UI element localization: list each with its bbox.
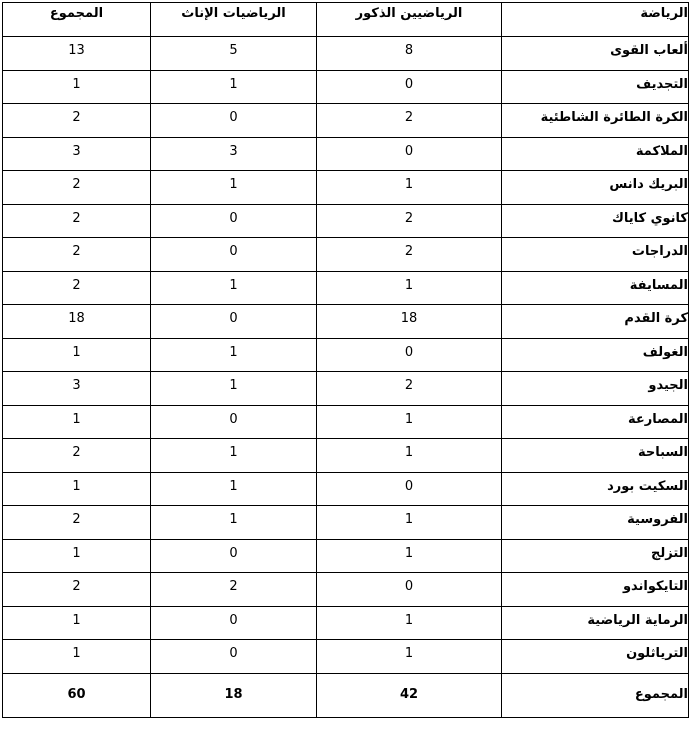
totals-label-cell: المجموع	[502, 673, 689, 717]
table-row	[3, 338, 689, 372]
male-count-cell: 0	[317, 338, 502, 372]
total-count-cell: 1	[3, 472, 151, 506]
female-count-cell: 0	[151, 640, 317, 674]
male-count-cell: 1	[317, 640, 502, 674]
table-row	[3, 305, 689, 339]
total-count-cell: 2	[3, 104, 151, 138]
sport-name-cell: الجيدو	[502, 372, 689, 406]
total-count-cell: 1	[3, 70, 151, 104]
male-count-cell: 0	[317, 573, 502, 607]
sport-name-cell: الغولف	[502, 338, 689, 372]
header-total: المجموع	[3, 3, 151, 37]
table-row	[3, 271, 689, 305]
male-count-cell: 2	[317, 104, 502, 138]
sport-name-cell: المسايفة	[502, 271, 689, 305]
female-count-cell: 0	[151, 405, 317, 439]
male-count-cell: 0	[317, 137, 502, 171]
sport-name-cell: كرة القدم	[502, 305, 689, 339]
table-row	[3, 70, 689, 104]
male-count-cell: 1	[317, 606, 502, 640]
total-count-cell: 2	[3, 238, 151, 272]
table-row	[3, 372, 689, 406]
total-count-cell: 2	[3, 506, 151, 540]
total-count-cell: 1	[3, 338, 151, 372]
total-count-cell: 1	[3, 640, 151, 674]
sport-name-cell: الدراجات	[502, 238, 689, 272]
male-count-cell: 1	[317, 405, 502, 439]
header-sport: الرياضة	[502, 3, 689, 37]
female-count-cell: 1	[151, 372, 317, 406]
sports-table	[2, 2, 689, 718]
sport-name-cell: الترياثلون	[502, 640, 689, 674]
table-row	[3, 539, 689, 573]
sport-name-cell: الكرة الطائرة الشاطئية	[502, 104, 689, 138]
sport-name-cell: كانوي كاياك	[502, 204, 689, 238]
table-row	[3, 204, 689, 238]
total-count-cell: 1	[3, 539, 151, 573]
total-count-cell: 2	[3, 204, 151, 238]
male-count-cell: 1	[317, 539, 502, 573]
male-count-cell: 18	[317, 305, 502, 339]
sport-name-cell: التزلج	[502, 539, 689, 573]
male-count-cell: 2	[317, 238, 502, 272]
total-count-cell: 1	[3, 405, 151, 439]
male-count-cell: 2	[317, 372, 502, 406]
female-count-cell: 1	[151, 171, 317, 205]
female-count-cell: 1	[151, 506, 317, 540]
total-count-cell: 2	[3, 271, 151, 305]
male-count-cell: 1	[317, 439, 502, 473]
female-count-cell: 1	[151, 70, 317, 104]
total-count-cell: 18	[3, 305, 151, 339]
sport-name-cell: المصارعة	[502, 405, 689, 439]
table-row	[3, 472, 689, 506]
table-row	[3, 104, 689, 138]
male-count-cell: 8	[317, 37, 502, 71]
table-row	[3, 606, 689, 640]
table-row	[3, 573, 689, 607]
total-count-cell: 2	[3, 439, 151, 473]
totals-row	[3, 673, 689, 717]
female-count-cell: 0	[151, 238, 317, 272]
total-count-cell: 3	[3, 372, 151, 406]
table-row	[3, 137, 689, 171]
male-count-cell: 2	[317, 204, 502, 238]
female-count-cell: 1	[151, 271, 317, 305]
table-row	[3, 238, 689, 272]
table-row	[3, 405, 689, 439]
male-count-cell: 1	[317, 506, 502, 540]
sport-name-cell: الملاكمة	[502, 137, 689, 171]
sport-name-cell: ألعاب القوى	[502, 37, 689, 71]
table-row	[3, 439, 689, 473]
table-row	[3, 506, 689, 540]
header-female-athletes: الرياضيات الإناث	[151, 3, 317, 37]
male-count-cell: 0	[317, 70, 502, 104]
female-count-cell: 0	[151, 606, 317, 640]
total-count-cell: 1	[3, 606, 151, 640]
header-row	[3, 3, 689, 37]
female-count-cell: 2	[151, 573, 317, 607]
sport-name-cell: الرماية الرياضية	[502, 606, 689, 640]
male-count-cell: 1	[317, 171, 502, 205]
female-count-cell: 1	[151, 472, 317, 506]
female-count-cell: 0	[151, 204, 317, 238]
totals-female-cell: 18	[151, 673, 317, 717]
total-count-cell: 13	[3, 37, 151, 71]
female-count-cell: 1	[151, 439, 317, 473]
female-count-cell: 0	[151, 539, 317, 573]
header-male-athletes: الرياضيين الذكور	[317, 3, 502, 37]
sport-name-cell: التجديف	[502, 70, 689, 104]
female-count-cell: 0	[151, 104, 317, 138]
sport-name-cell: الفروسية	[502, 506, 689, 540]
total-count-cell: 3	[3, 137, 151, 171]
totals-total-cell: 60	[3, 673, 151, 717]
male-count-cell: 0	[317, 472, 502, 506]
sport-name-cell: السباحة	[502, 439, 689, 473]
table-row	[3, 640, 689, 674]
female-count-cell: 1	[151, 338, 317, 372]
totals-male-cell: 42	[317, 673, 502, 717]
female-count-cell: 5	[151, 37, 317, 71]
male-count-cell: 1	[317, 271, 502, 305]
total-count-cell: 2	[3, 171, 151, 205]
sport-name-cell: التايكواندو	[502, 573, 689, 607]
female-count-cell: 3	[151, 137, 317, 171]
total-count-cell: 2	[3, 573, 151, 607]
female-count-cell: 0	[151, 305, 317, 339]
sport-name-cell: البريك دانس	[502, 171, 689, 205]
table-row	[3, 171, 689, 205]
sport-name-cell: السكيت بورد	[502, 472, 689, 506]
table-row	[3, 37, 689, 71]
